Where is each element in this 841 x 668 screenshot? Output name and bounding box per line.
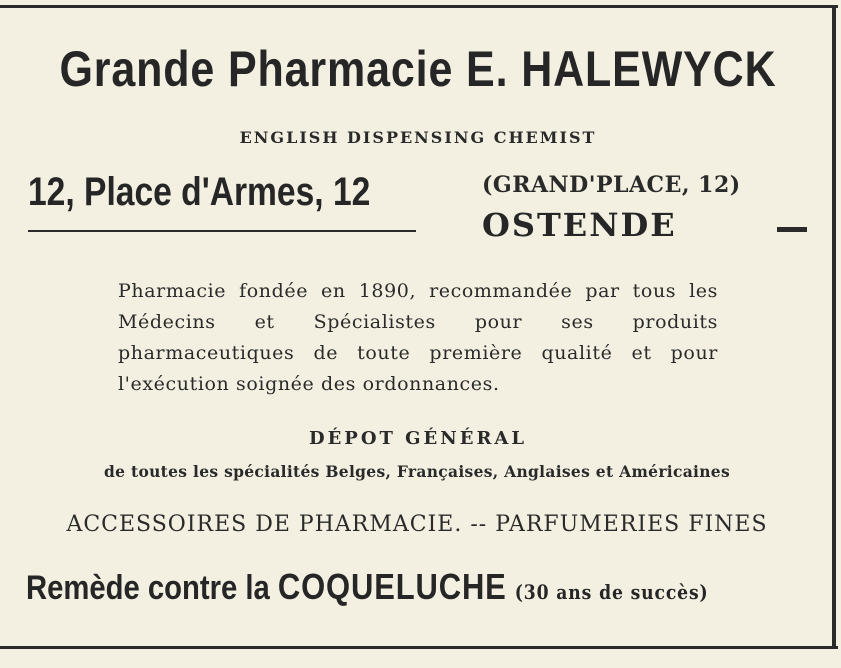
remedy-note: (30 ans de succès) — [514, 580, 709, 604]
depot-heading: DÉPOT GÉNÉRAL — [308, 428, 528, 449]
right-border-rule — [832, 6, 836, 646]
grandplace-note: (GRAND'PLACE, 12) — [482, 172, 741, 198]
description-paragraph: Pharmacie fondée en 1890, recommandée par tous les Médecins et Spécialistes pour ses produits pharmaceutiques de toute première qualité et pour l'exécution soignée des ordonnances. — [118, 280, 718, 395]
remedy-line — [26, 566, 709, 608]
top-border-rule — [0, 5, 838, 8]
city-name: OSTENDE — [482, 206, 677, 244]
address-underline — [28, 230, 416, 232]
remedy-prefix: Remède contre la — [26, 569, 270, 607]
city-dash — [777, 227, 807, 232]
remedy-name: COQUELUCHE — [277, 566, 507, 607]
pharmacy-title: Grande Pharmacie E. HALEWYCK — [59, 41, 777, 97]
pharmacy-subtitle: ENGLISH DISPENSING CHEMIST — [239, 128, 597, 147]
specialties-line: de toutes les spécialités Belges, Françaises, Anglaises et Américaines — [104, 462, 730, 481]
accessories-line: ACCESSOIRES DE PHARMACIE. -- PARFUMERIES FINES — [66, 512, 768, 537]
street-address: 12, Place d'Armes, 12 — [28, 170, 371, 214]
bottom-border-rule — [0, 646, 838, 649]
